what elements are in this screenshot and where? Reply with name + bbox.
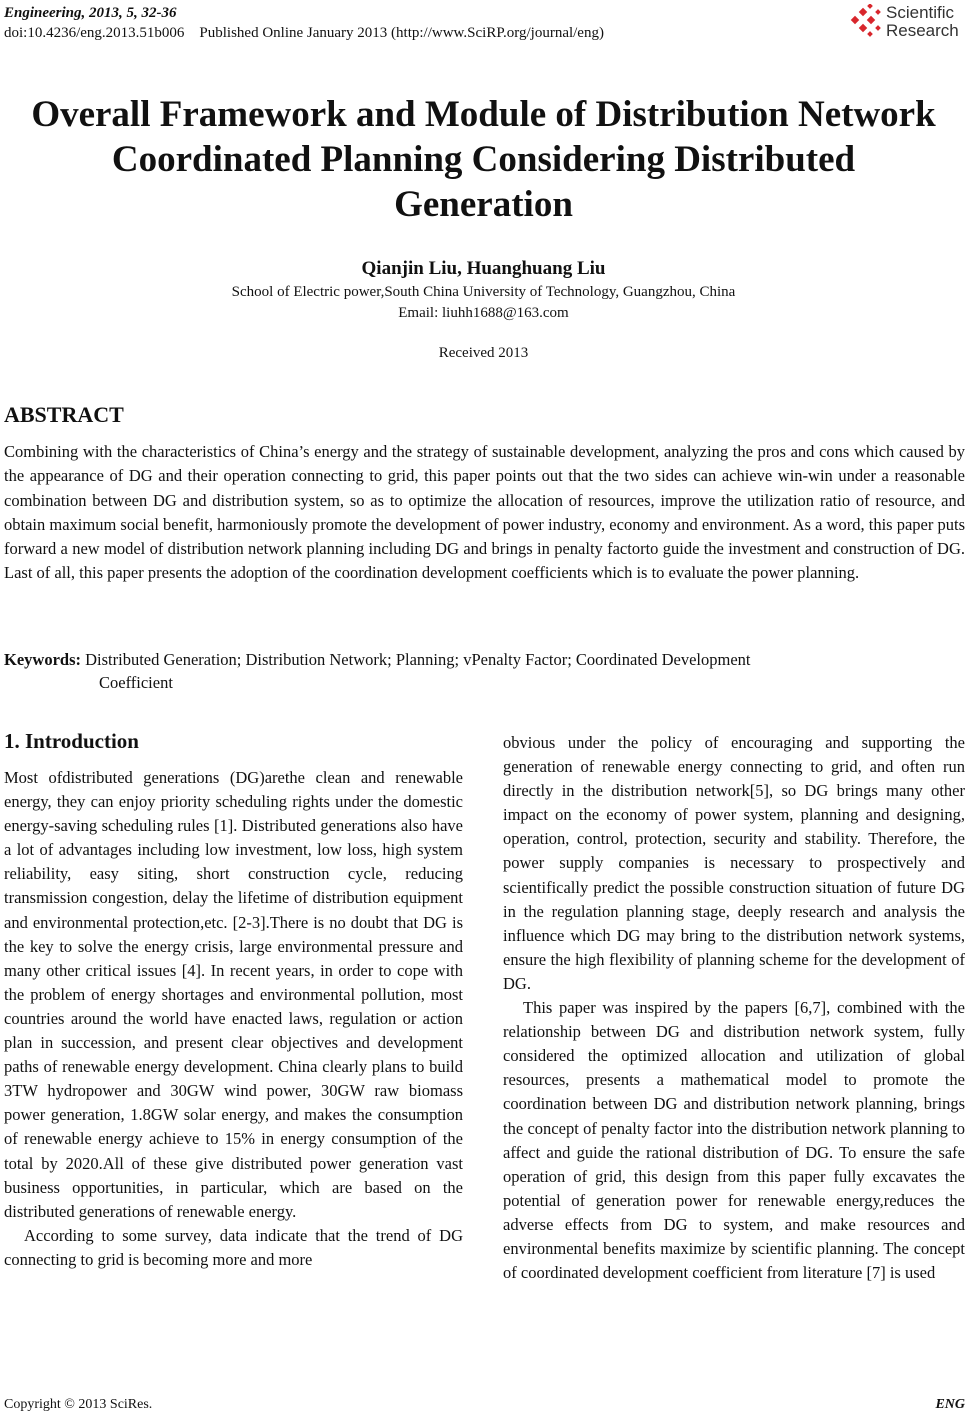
paragraph: Most ofdistributed generations (DG)arethe clean and renewable energy, they can enjoy priority scheduling rights under the domestic energy-saving scheduling rules [1]. Distributed generations also have a lot of advantages including low investment, low loss, high system reliability, easy siting, short construction cycle, reducing transmission congestion, delay the lifetime of distribution equipment and environmental protection,etc. [2-3].There is no doubt that DG is the key to solve the energy crisis, large environmental pressure and many other critical issues [4]. In recent years, in order to cope with the problem of energy shortages and environmental pollution, most countries around the world have enacted laws, regulation or action plan in succession, and present clear objectives and development paths of renewable energy development. China clearly plans to build 3TW hydropower and 30GW wind power, 30GW raw biomass power generation, 1.8GW solar energy, and makes the consumption of renewable energy achieve to 15% in energy consumption of the total by 2020.All of these give distributed power generation vast business opportunities, in particular, which are based on the distributed generations of renewable energy.: [4, 768, 463, 1221]
abstract-body: Combining with the characteristics of China’s energy and the strategy of sustainable development, analyzing the pros and cons which caused by the appearance of DG and their operation connecting to grid, this paper points out that the two sides can achieve win-win under a reasonable combination between DG and distribution system, so as to optimize the allocation of resources, improve the utilization ratio of resource, and obtain maximum social benefit, harmoniously promote the development of power industry, economy and environment. As a word, this paper puts forward a new model of distribution network planning including DG and brings in penalty factorto guide the investment and construction of DG. Last of all, this paper presents the adoption of the coordination development coefficients which is to evaluate the power planning.: [4, 442, 965, 583]
publisher-logo: [850, 2, 967, 42]
logo-text-scientific: Scientific: [886, 3, 955, 22]
keywords-label: Keywords:: [4, 650, 81, 669]
contact-email: Email: liuhh1688@163.com: [398, 305, 569, 321]
journal-abbreviation: ENG: [935, 1397, 965, 1412]
page-footer: [4, 1397, 965, 1413]
author-list: Qianjin Liu, Huanghuang Liu: [361, 258, 606, 279]
received-date: Received 2013: [438, 345, 529, 361]
doi-line: doi:10.4236/eng.2013.51b006 Published Online January 2013 (http://www.SciRP.org/journal/eng): [4, 25, 604, 41]
section-heading-introduction: 1. Introduction: [4, 729, 139, 753]
logo-text-research: Research: [886, 21, 959, 40]
title-line: Overall Framework and Module of Distribution Network: [31, 94, 936, 135]
keywords-line-1: Distributed Generation; Distribution Network; Planning; vPenalty Factor; Coordinated Development: [85, 650, 751, 669]
title-line: Generation: [394, 184, 573, 225]
title-line: Coordinated Planning Considering Distributed: [111, 139, 856, 180]
right-column: [503, 731, 965, 1285]
affiliation: School of Electric power,South China University of Technology, Guangzhou, China: [231, 284, 736, 300]
abstract-heading: ABSTRACT: [4, 402, 124, 427]
left-column: [4, 766, 463, 1272]
copyright-notice: Copyright © 2013 SciRes.: [4, 1397, 153, 1412]
paper-title: [0, 92, 967, 227]
paragraph: obvious under the policy of encouraging and supporting the generation of renewable energy connecting to grid, and often run directly in the distribution network[5], so DG brings many other impact on the economy of power system, planning and designing, operation, control, protection, security and stability. Therefore, the power supply companies is necessary to prospectively and scientifically predict the possible construction situation of future DG in the regulation planning stage, deeply research and analysis the influence which DG may bring to the distribution network systems, ensure the high flexibility of planning scheme for the development of DG.: [503, 733, 965, 993]
paragraph: This paper was inspired by the papers [6,7], combined with the relationship between DG and distribution network system, fully considered the optimized allocation and utilization of global resources, presents a mathematical model to promote the coordination between DG and distribution network planning, brings the concept of penalty factor into the distribution network planning to affect and guide the rational distribution of DG. To ensure the safe operation of grid, this design from this paper fully excavates the potential of generation power for renewable energy,reduces the adverse effects from DG to system, and make resources and environmental benefits maximize by scientific planning. The concept of coordinated development coefficient from literature [7] is used: [503, 998, 965, 1283]
paragraph: According to some survey, data indicate that the trend of DG connecting to grid is becoming more and more: [4, 1225, 463, 1269]
keywords-line-2: Coefficient: [99, 673, 173, 692]
journal-header: [4, 3, 604, 43]
journal-citation: Engineering, 2013, 5, 32-36: [4, 5, 177, 21]
keywords: [4, 648, 965, 694]
scirp-logo-icon: [850, 4, 884, 38]
